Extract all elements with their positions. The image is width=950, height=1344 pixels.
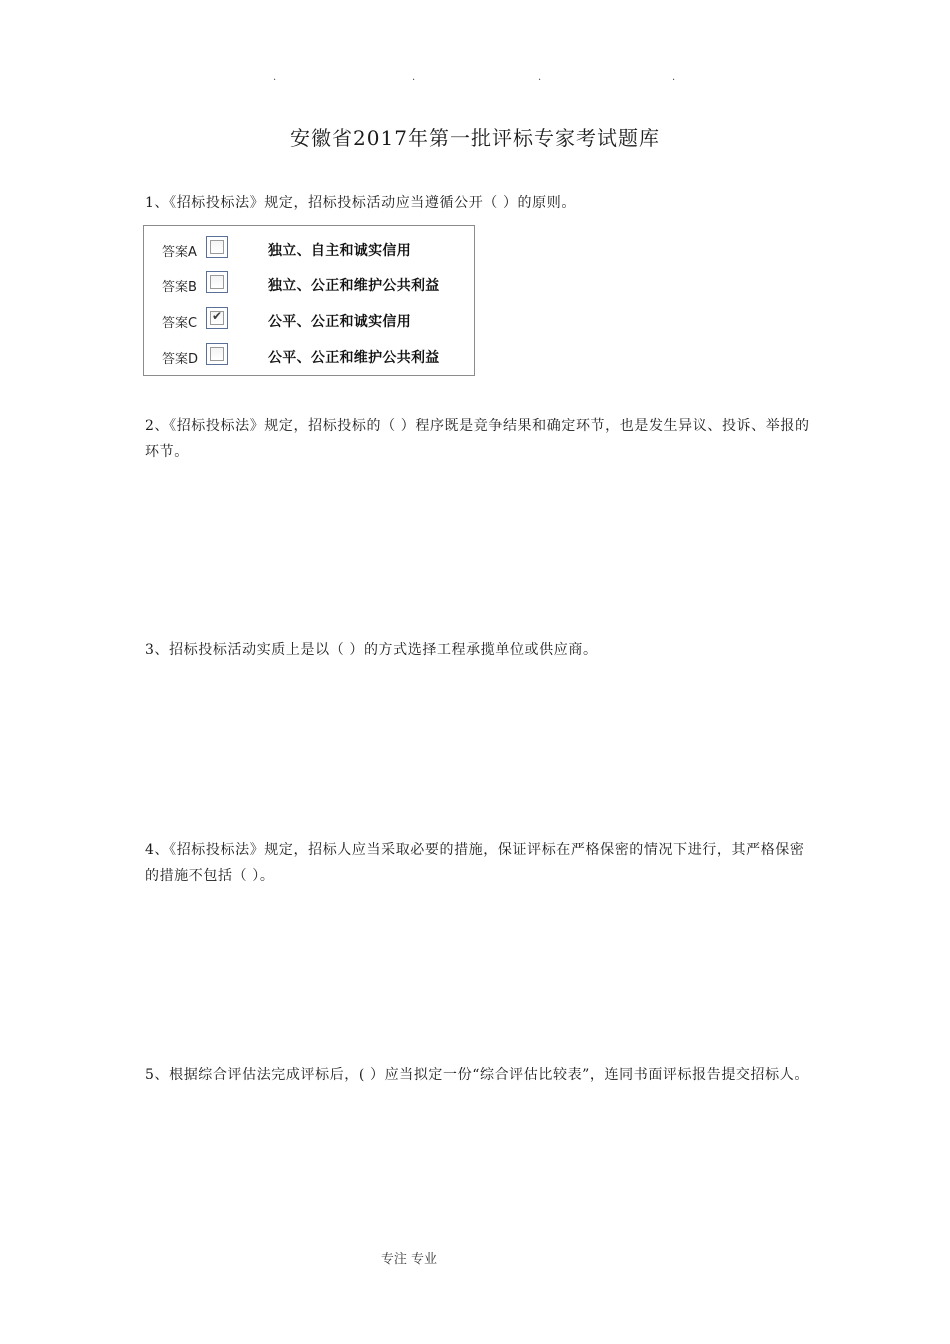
answer-option-c-label: 答案C [162, 316, 198, 331]
answer-options-panel [143, 225, 475, 376]
header-dot-4: . [672, 72, 676, 83]
header-dot-1: . [273, 72, 277, 83]
page-title: 安徽省2017年第一批评标专家考试题库 [290, 126, 660, 150]
answer-option-a-checkbox[interactable] [206, 236, 228, 258]
answer-option-a[interactable] [144, 236, 474, 262]
question-5: 5、根据综合评估法完成评标后，( ）应当拟定一份“综合评估比较表”，连同书面评标报告提交招标人。 [145, 1067, 809, 1083]
answer-option-b-label: 答案B [162, 280, 197, 295]
answer-option-d-checkbox[interactable] [206, 343, 228, 365]
answer-option-d-text: 公平、公正和维护公共利益 [268, 350, 440, 366]
header-dot-3: . [538, 72, 542, 83]
question-2: 2、《招标投标法》规定，招标投标的（ ）程序既是竞争结果和确定环节，也是发生异议、投诉、举报的环节。 [145, 418, 810, 460]
answer-option-d-label: 答案D [162, 352, 199, 367]
question-1: 1、《招标投标法》规定，招标投标活动应当遵循公开（ ）的原则。 [145, 195, 576, 211]
answer-option-b[interactable] [144, 271, 474, 297]
checkmark-icon: ✔ [212, 309, 223, 323]
answer-option-b-text: 独立、公正和维护公共利益 [268, 278, 440, 294]
answer-option-a-label: 答案A [162, 245, 197, 260]
header-dot-2: . [412, 72, 416, 83]
answer-option-b-checkbox[interactable] [206, 271, 228, 293]
answer-option-a-text: 独立、自主和诚实信用 [268, 243, 411, 259]
question-3: 3、招标投标活动实质上是以（ ）的方式选择工程承揽单位或供应商。 [145, 642, 598, 658]
answer-option-c[interactable] [144, 307, 474, 333]
answer-option-c-checkbox[interactable] [206, 307, 228, 329]
answer-option-d[interactable] [144, 343, 474, 369]
question-4: 4、《招标投标法》规定，招标人应当采取必要的措施，保证评标在严格保密的情况下进行，其严格保密的措施不包括（ ）。 [145, 842, 805, 884]
answer-option-c-text: 公平、公正和诚实信用 [268, 314, 411, 330]
page-footer: 专注 专业 [380, 1252, 438, 1267]
